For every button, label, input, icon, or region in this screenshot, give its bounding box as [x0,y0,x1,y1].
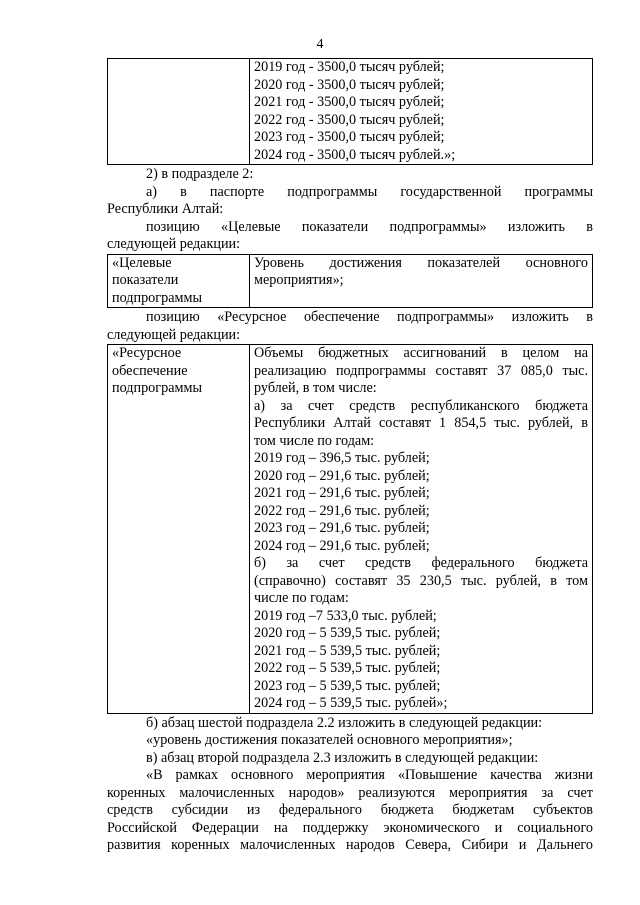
resources-left-line: «Ресурсное [112,345,182,361]
resources-right-line: Республики Алтай составят 1 854,5 тыс. рублей, в [254,415,588,431]
paragraph-subsection-2: 2) в подразделе 2: [146,166,254,182]
resources-right-line: 2023 год – 5 539,5 тыс. рублей; [254,677,441,694]
paragraph-passport-line1: а) в паспорте подпрограммы государственной программы [146,183,593,200]
resources-left-line: обеспечение [112,362,188,379]
table1-line: 2020 год - 3500,0 тысяч рублей; [254,76,445,93]
resources-right-line: 2019 год –7 533,0 тыс. рублей; [254,607,437,624]
resources-left-cell [108,345,250,714]
page-number: 4 [316,37,324,52]
table1-line: 2024 год - 3500,0 тысяч рублей.»; [254,146,456,163]
targets-table [107,254,593,309]
targets-left-line: подпрограммы [112,289,202,306]
paragraph-abzac-2-3: в) абзац второй подраздела 2.3 изложить в следующей редакции: [146,749,539,766]
resources-right-line: а) за счет средств республиканского бюджета [254,397,588,414]
targets-right-line: Уровень достижения показателей основного [254,254,588,271]
resources-right-line: Объемы бюджетных ассигнований в целом на [254,345,588,361]
document-body [107,58,593,855]
paragraph-abzac-2-2: б) абзац шестой подраздела 2.2 изложить в следующей редакции: [146,714,543,731]
paragraph-final-line4: Российской Федерации на поддержку экономического и социального [107,819,593,836]
targets-left-line: «Целевые [112,254,172,271]
paragraph-final-line5: развития коренных малочисленных народов Севера, Сибири и Дальнего [107,837,593,853]
resources-right-line: рублей, в том числе: [254,380,377,396]
paragraph-quote-level: «уровень достижения показателей основного мероприятия»; [146,732,513,748]
resources-right-line: 2023 год – 291,6 тыс. рублей; [254,520,430,536]
resources-right-line: 2021 год – 291,6 тыс. рублей; [254,485,430,501]
table1-line: 2023 год - 3500,0 тысяч рублей; [254,129,445,145]
resources-left-line: подпрограммы [112,380,202,396]
targets-right-cell [250,254,593,308]
table1-line: 2021 год - 3500,0 тысяч рублей; [254,94,445,110]
funding-table-1 [107,58,593,165]
resources-right-line: 2020 год – 5 539,5 тыс. рублей; [254,625,441,641]
targets-left-line: показатели [112,272,179,288]
table1-line: 2019 год - 3500,0 тысяч рублей; [254,59,445,75]
resources-right-cell [250,345,593,714]
table1-right-cell [250,59,593,165]
paragraph-final-line1: «В рамках основного мероприятия «Повышение качества жизни [146,767,593,783]
resources-right-line: реализацию подпрограммы составят 37 085,0 тыс. [254,362,588,379]
resources-right-line: том числе по годам: [254,432,375,449]
resources-right-line: 2021 год – 5 539,5 тыс. рублей; [254,642,441,659]
paragraph-resources-line1: позицию «Ресурсное обеспечение подпрограммы» изложить в [146,309,593,325]
paragraph-targets-line1: позицию «Целевые показатели подпрограммы» изложить в [146,218,593,235]
targets-right-line: мероприятия»; [254,272,344,288]
table1-left-cell [108,59,250,165]
resources-right-line: б) за счет средств федерального бюджета [254,555,588,571]
resources-right-line: 2020 год – 291,6 тыс. рублей; [254,467,430,484]
resources-right-line: числе по годам: [254,590,349,606]
resources-right-line: 2024 год – 291,6 тыс. рублей; [254,537,430,554]
targets-left-cell [108,254,250,308]
resources-table [107,344,593,714]
resources-right-line: 2022 год – 5 539,5 тыс. рублей; [254,660,441,676]
resources-right-line: 2022 год – 291,6 тыс. рублей; [254,502,430,519]
resources-right-line: (справочно) составят 35 230,5 тыс. рублей, в том [254,572,588,589]
paragraph-final-line3: средств субсидии из федерального бюджета бюджетам субъектов [107,802,593,818]
table1-line: 2022 год - 3500,0 тысяч рублей; [254,111,445,128]
resources-right-line: 2024 год – 5 539,5 тыс. рублей»; [254,695,448,711]
paragraph-passport-line2: Республики Алтай: [107,201,224,217]
paragraph-final-line2: коренных малочисленных народов» реализуются мероприятия за счет [107,784,593,801]
paragraph-resources-line2: следующей редакции: [107,326,241,343]
paragraph-targets-line2: следующей редакции: [107,236,241,252]
resources-right-line: 2019 год – 396,5 тыс. рублей; [254,450,430,466]
